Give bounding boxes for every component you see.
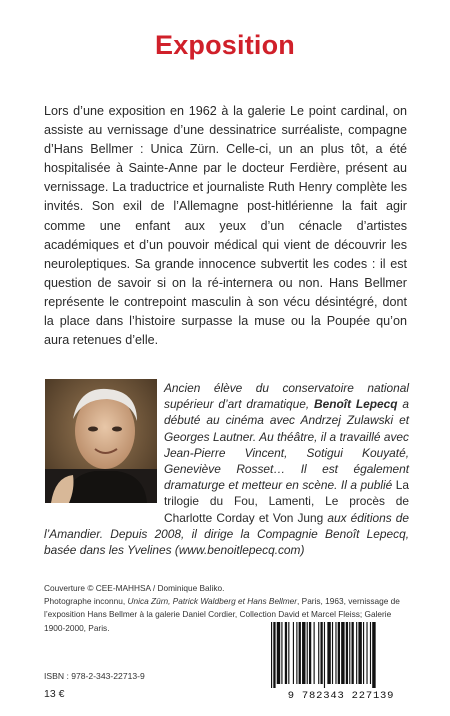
barcode-bar [320,622,322,684]
barcode-bar [370,622,371,684]
bio-works: La trilogie du Fou, Lamenti, Le procès de Charlotte Corday et Von Jung [164,478,409,525]
barcode-bar [327,622,330,684]
barcode-bar [285,622,287,684]
bio-text-3: aux éditions de l’Amandier. Depuis 2008, il dirige la Compagnie Benoît Lepecq, basée dans les Yvelines (www.benoitlepecq.com) [44,510,410,558]
barcode-bar [349,622,350,684]
barcode-bar [273,622,275,688]
barcode-bar [309,622,311,684]
barcode-bar [296,622,297,684]
barcode-bar [358,622,361,684]
isbn: ISBN : 978-2-343-22713-9 [44,671,145,681]
barcode-bar [271,622,272,688]
barcode-digits: 9 782343 227139 [287,690,395,702]
photo-credit-names: Unica Zürn, Patrick Waldberg et Hans Bellmer [127,596,298,607]
author-bio [44,380,409,558]
portrait-spacer [44,380,164,510]
barcode-bar [299,622,301,684]
barcode-bar [293,622,294,684]
barcode-bars [265,622,417,688]
barcode-bar [314,622,315,684]
barcode-bar [335,622,336,684]
barcode-bar [277,622,280,684]
cover-credit-line: Couverture © CEE-MAHHSA / Dominique Baliko. [44,583,225,593]
barcode-bar [341,622,344,684]
barcode-bar [372,622,375,688]
barcode-bar [338,622,340,684]
price: 13 € [44,688,65,700]
photo-credit-b: , Paris, 1963, vernissage de l’exposition Hans Bellmer à la galerie Daniel Cordier, Collection David et Marcel Fleiss; Galerie 1900-2000, Paris. [44,596,400,633]
barcode-bar [302,622,305,684]
barcode-bar [318,622,319,684]
barcode-bar [356,622,357,684]
barcode-bar [332,622,333,684]
photo-credit-a: Photographe inconnu, [44,596,128,607]
barcode-bar [324,622,325,688]
barcode-bar [288,622,289,684]
barcode-bar [307,622,308,684]
bio-text-1: Ancien élève du conservatoire national supérieur d’art dramatique, [164,381,409,412]
barcode-bar [346,622,348,684]
bio-text-2: a débuté au cinéma avec Andrzej Zulawski et Georges Lautner. Au théâtre, il a travaillé avec Jean-Pierre Vincent, Sotigui Kouyaté, Geneviève Rosset… Il est également dramaturge et metteur en scène. Il a publié [164,397,409,493]
barcode-bar [363,622,364,684]
barcode-bar [366,622,367,684]
author-name: Benoît Lepecq [314,397,398,412]
barcode-bar [352,622,354,684]
back-cover-summary: Lors d’une exposition en 1962 à la galerie Le point cardinal, on assiste au vernissage d’une dessinatrice surréaliste, compagne d’Hans Bellmer : Unica Zürn. Celle-ci, un an plus tôt, a été hospitalisée à Sainte-Anne par le docteur Ferdière, présent au vernissage. La traductrice et journaliste Ruth Henry complète les invités. Son exil de l’Allemagne post-hitlérienne la fait agir comme une enfant aux yeux d’un cénacle d’artistes académiques et d’un pouvoir médical qui vient de découvrir les neuroleptiques. Sa grande innocence subvertit les codes : il est question de savoir si on la ré-internera ou non. Hans Bellmer représente le contrepoint masculin à son vécu désintégré, dont la place dans l’histoire surpasse la muse ou la Poupée qu’on aura retenues d’elle. [44,104,407,348]
barcode-bar [281,622,282,684]
book-title: Exposition [154,30,295,60]
